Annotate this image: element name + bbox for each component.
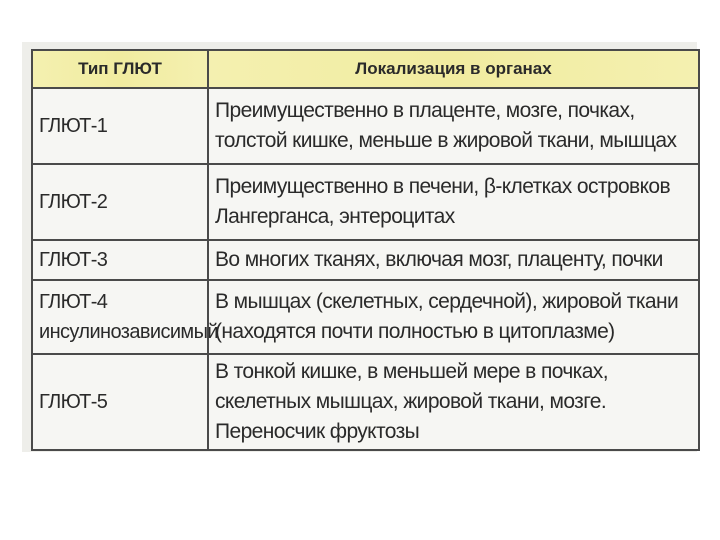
glut-type-cell: ГЛЮТ-2 [32,164,208,240]
header-glut-type: Тип ГЛЮТ [32,50,208,88]
header-organ-localization: Локализация в органах [208,50,699,88]
table-image-background [22,42,697,452]
localization-cell: В тонкой кишке, в меньшей мере в почках, скелетных мышцах, жировой ткани, мозге. Переносчик фруктозы [208,354,699,450]
table-row [32,280,699,354]
glut-type-cell: ГЛЮТ-1 [32,88,208,164]
localization-cell: Преимущественно в печени, β-клетках островков Лангерганса, энтероцитах [208,164,699,240]
table-row [32,88,699,164]
table-header-row [32,50,699,88]
localization-cell: В мышцах (скелетных, сердечной), жировой ткани (находятся почти полностью в цитоплазме) [208,280,699,354]
glut-type-cell: ГЛЮТ-5 [32,354,208,450]
glut-type-cell: ГЛЮТ-3 [32,240,208,280]
glut-type-cell: ГЛЮТ-4 инсулинозависимый [32,280,208,354]
localization-cell: Преимущественно в плаценте, мозге, почках, толстой кишке, меньше в жировой ткани, мышцах [208,88,699,164]
localization-cell: Во многих тканях, включая мозг, плаценту, почки [208,240,699,280]
table-row [32,164,699,240]
table-row [32,240,699,280]
table-row [32,354,699,450]
glut-table [31,49,700,451]
